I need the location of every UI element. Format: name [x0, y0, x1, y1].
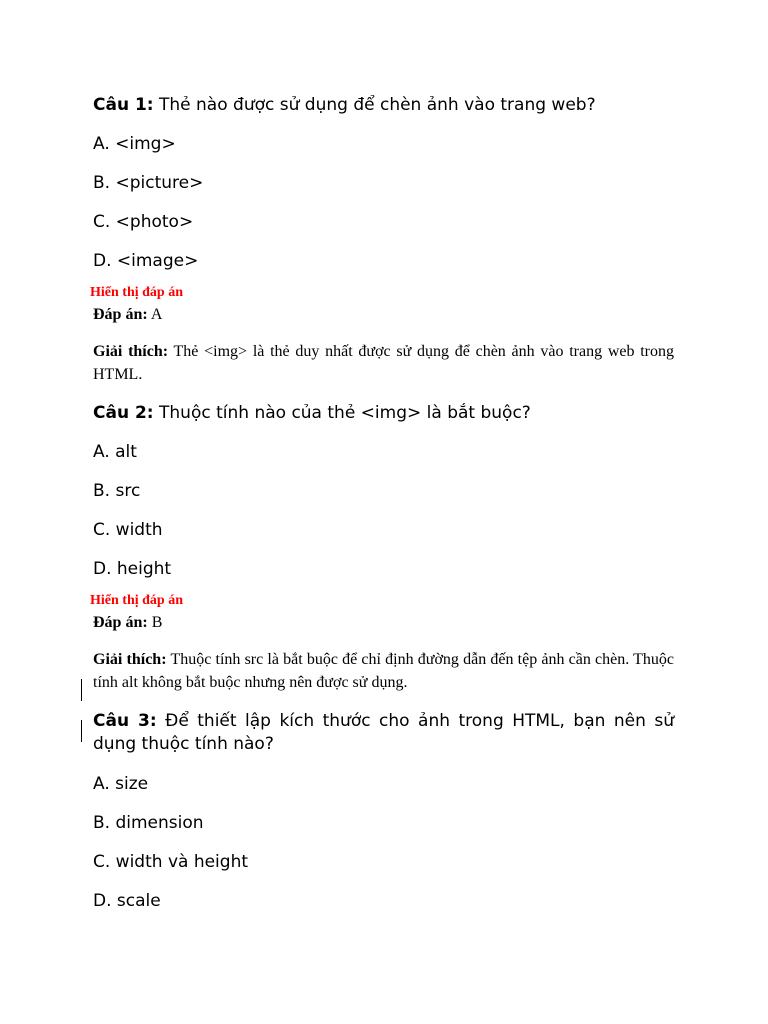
- option-c: C. width và height: [93, 852, 249, 872]
- question-block-3: [93, 710, 674, 912]
- option-d: D. height: [93, 559, 172, 579]
- option-b: B. src: [93, 481, 141, 501]
- quiz-page: [90, 94, 675, 929]
- question-block-1: [90, 94, 674, 386]
- question-text: [93, 94, 674, 116]
- option-a: A. <img>: [93, 134, 176, 154]
- option-a: A. alt: [93, 442, 137, 462]
- explanation-text: Thẻ <img> là thẻ duy nhất được sử dụng để chèn ảnh vào trang web trong HTML.: [93, 343, 674, 383]
- answer-value: B: [151, 614, 163, 631]
- question-text: [93, 402, 674, 424]
- option-c: C. <photo>: [93, 212, 194, 232]
- show-answer-link[interactable]: Hiển thị đáp án: [90, 285, 183, 300]
- explanation: [93, 340, 674, 386]
- margin-change-marker: [81, 679, 82, 701]
- question-body: Thẻ nào được sử dụng để chèn ảnh vào trang web?: [159, 95, 596, 115]
- option-a: A. size: [93, 774, 149, 794]
- explanation: [93, 648, 674, 694]
- show-answer-link[interactable]: Hiển thị đáp án: [90, 593, 183, 608]
- option-b: B. <picture>: [93, 173, 204, 193]
- explanation-label: Giải thích:: [93, 343, 169, 360]
- question-text: [93, 710, 674, 756]
- question-block-2: [90, 402, 675, 694]
- option-d: D. <image>: [93, 251, 199, 271]
- answer-label: Đáp án:: [93, 306, 148, 323]
- answer-value: A: [150, 306, 163, 323]
- answer-line: [93, 612, 674, 634]
- question-label: Câu 2:: [93, 403, 154, 423]
- question-label: Câu 3:: [93, 711, 157, 731]
- question-body: Thuộc tính nào của thẻ <img> là bắt buộc?: [159, 403, 531, 423]
- explanation-label: Giải thích:: [93, 651, 167, 668]
- answer-line: [93, 304, 674, 326]
- option-b: B. dimension: [93, 813, 204, 833]
- answer-label: Đáp án:: [93, 614, 148, 631]
- explanation-text: Thuộc tính src là bắt buộc để chỉ định đường dẫn đến tệp ảnh cần chèn. Thuộc tính alt không bắt buộc nhưng nên được sử dụng.: [93, 651, 675, 691]
- question-body: Để thiết lập kích thước cho ảnh trong HTML, bạn nên sử dụng thuộc tính nào?: [93, 711, 674, 754]
- margin-change-marker: [81, 720, 82, 742]
- question-label: Câu 1:: [93, 95, 154, 115]
- option-c: C. width: [93, 520, 163, 540]
- option-d: D. scale: [93, 891, 161, 911]
